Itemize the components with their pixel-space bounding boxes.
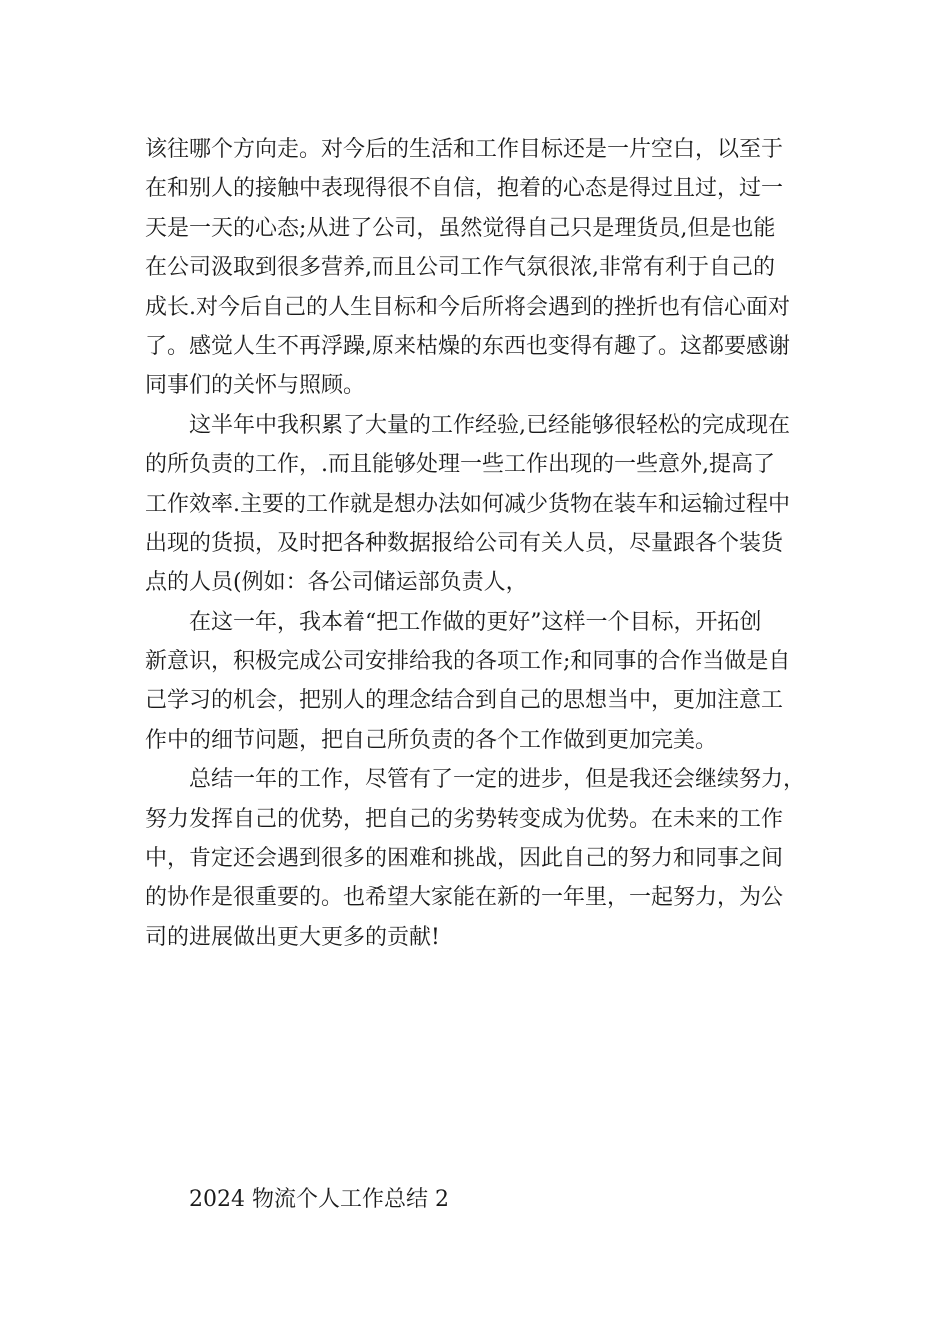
paragraph-1-line-3: 天是一天的心态;从进了公司，虽然觉得自己只是理货员,但是也能 <box>145 215 776 241</box>
body-text <box>145 130 845 957</box>
paragraph-2-line-4: 出现的货损，及时把各种数据报给公司有关人员，尽量跟各个装货 <box>145 530 784 556</box>
paragraph-3-line-1: 在这一年，我本着“把工作做的更好”这样一个目标，开拓创 <box>189 609 762 635</box>
section-heading: 2024 物流个人工作总结 2 <box>189 1187 449 1212</box>
paragraph-3-line-2: 新意识，积极完成公司安排给我的各项工作;和同事的合作当做是自 <box>145 649 791 675</box>
paragraph-2-line-1: 这半年中我积累了大量的工作经验,已经能够很轻松的完成现在 <box>189 412 790 438</box>
paragraph-2-line-2: 的所负责的工作，.而且能够处理一些工作出现的一些意外,提高了 <box>145 452 775 478</box>
paragraph-1-line-5: 成长.对今后自己的人生目标和今后所将会遇到的挫折也有信心面对 <box>145 294 790 320</box>
paragraph-4-line-1: 总结一年的工作，尽管有了一定的进步，但是我还会继续努力， <box>189 767 806 793</box>
paragraph-1-line-2: 在和别人的接触中表现得很不自信，抱着的心态是得过且过，过一 <box>145 176 784 202</box>
paragraph-2-line-5: 点的人员(例如：各公司储运部负责人， <box>145 570 528 596</box>
paragraph-3-line-4: 作中的细节问题，把自己所负责的各个工作做到更加完美。 <box>145 727 718 753</box>
paragraph-1-line-6: 了。感觉人生不再浮躁,原来枯燥的东西也变得有趣了。这都要感谢 <box>145 333 790 359</box>
paragraph-4-line-2: 努力发挥自己的优势，把自己的劣势转变成为优势。在未来的工作 <box>145 806 784 832</box>
paragraph-1-line-7: 同事们的关怀与照顾。 <box>145 373 366 399</box>
paragraph-1-line-1: 该往哪个方向走。对今后的生活和工作目标还是一片空白，以至于 <box>145 137 784 162</box>
paragraph-4-line-4: 的协作是很重要的。也希望大家能在新的一年里，一起努力，为公 <box>145 885 784 911</box>
paragraph-4-line-3: 中，肯定还会遇到很多的困难和挑战，因此自己的努力和同事之间 <box>145 846 784 872</box>
paragraph-4-line-5: 司的进展做出更大更多的贡献! <box>145 924 440 950</box>
paragraph-3-line-3: 己学习的机会，把别人的理念结合到自己的思想当中，更加注意工 <box>145 688 784 714</box>
paragraph-2-line-3: 工作效率.主要的工作就是想办法如何减少货物在装车和运输过程中 <box>145 491 790 517</box>
paragraph-1-line-4: 在公司汲取到很多营养,而且公司工作气氛很浓,非常有利于自己的 <box>145 255 775 281</box>
